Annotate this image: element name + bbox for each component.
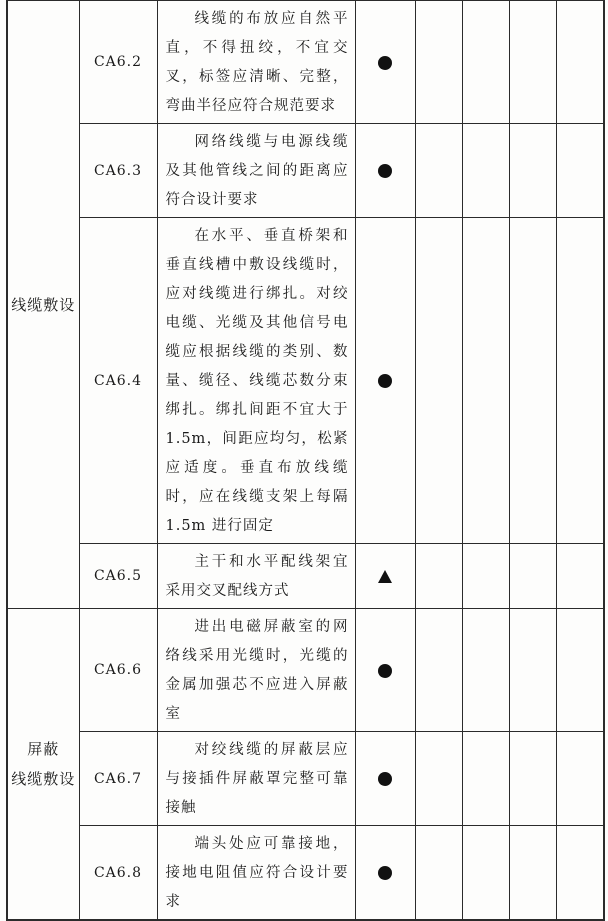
item-code: CA6.4: [79, 218, 157, 544]
item-code: CA6.7: [79, 732, 157, 826]
empty-cell: [462, 732, 509, 826]
empty-cell: [462, 826, 509, 921]
item-code: CA6.6: [79, 609, 157, 732]
requirement-text: 线缆的布放应自然平直，不得扭绞，不宜交叉，标签应清晰、完整，弯曲半径应符合规范要求: [157, 1, 355, 124]
requirement-text: 主干和水平配线架宜采用交叉配线方式: [157, 544, 355, 609]
empty-cell: [462, 609, 509, 732]
requirement-text: 在水平、垂直桥架和垂直线槽中敷设线缆时，应对线缆进行绑扎。对绞电缆、光缆及其他信号电缆应根据线缆的类别、数量、缆径、线缆芯数分束绑扎。绑扎间距不宜大于 1.5m，间距应均匀，松紧应适度。垂直布放线缆时，应在线缆支架上每隔 1.5m 进行固定: [157, 218, 355, 544]
table-row: [7, 1, 604, 124]
requirement-text: 对绞线缆的屏蔽层应与接插件屏蔽罩完整可靠接触: [157, 732, 355, 826]
empty-cell: [509, 732, 556, 826]
empty-cell: [415, 124, 462, 218]
mark-cell: [355, 124, 415, 218]
mark-cell: [355, 218, 415, 544]
item-code: CA6.8: [79, 826, 157, 921]
mark-cell: [355, 826, 415, 921]
category-label-line2: 线缆敷设: [11, 770, 76, 788]
item-code: CA6.2: [79, 1, 157, 124]
requirement-text: 端头处应可靠接地，接地电阻值应符合设计要求: [157, 826, 355, 921]
empty-cell: [415, 609, 462, 732]
empty-cell: [556, 544, 604, 609]
mark-cell: [355, 609, 415, 732]
empty-cell: [462, 1, 509, 124]
filled-circle-icon: [378, 866, 392, 880]
empty-cell: [509, 544, 556, 609]
filled-circle-icon: [378, 56, 392, 70]
category-label-line1: 屏蔽: [27, 740, 60, 758]
table-row: [7, 826, 604, 921]
filled-circle-icon: [378, 664, 392, 678]
table-row: [7, 732, 604, 826]
filled-circle-icon: [378, 374, 392, 388]
empty-cell: [415, 544, 462, 609]
category-label: 线缆敷设: [11, 295, 76, 314]
empty-cell: [462, 544, 509, 609]
mark-cell: [355, 1, 415, 124]
requirement-text: 网络线缆与电源线缆及其他管线之间的距离应符合设计要求: [157, 124, 355, 218]
mark-cell: [355, 732, 415, 826]
table-row: [7, 544, 604, 609]
table-row: [7, 609, 604, 732]
empty-cell: [462, 218, 509, 544]
empty-cell: [509, 124, 556, 218]
empty-cell: [509, 1, 556, 124]
empty-cell: [415, 218, 462, 544]
empty-cell: [462, 124, 509, 218]
empty-cell: [415, 1, 462, 124]
empty-cell: [509, 826, 556, 921]
empty-cell: [556, 609, 604, 732]
item-code: CA6.3: [79, 124, 157, 218]
empty-cell: [556, 218, 604, 544]
empty-cell: [556, 732, 604, 826]
empty-cell: [415, 826, 462, 921]
filled-triangle-icon: [378, 570, 392, 583]
table-row: [7, 218, 604, 544]
empty-cell: [556, 826, 604, 921]
requirement-text: 进出电磁屏蔽室的网络线采用光缆时，光缆的金属加强芯不应进入屏蔽室: [157, 609, 355, 732]
filled-circle-icon: [378, 772, 392, 786]
filled-circle-icon: [378, 164, 392, 178]
empty-cell: [509, 609, 556, 732]
category-cell: [7, 1, 79, 609]
item-code: CA6.5: [79, 544, 157, 609]
empty-cell: [509, 218, 556, 544]
empty-cell: [556, 1, 604, 124]
requirements-table: [6, 0, 605, 921]
empty-cell: [556, 124, 604, 218]
empty-cell: [415, 732, 462, 826]
category-cell: [7, 609, 79, 921]
mark-cell: [355, 544, 415, 609]
table-row: [7, 124, 604, 218]
